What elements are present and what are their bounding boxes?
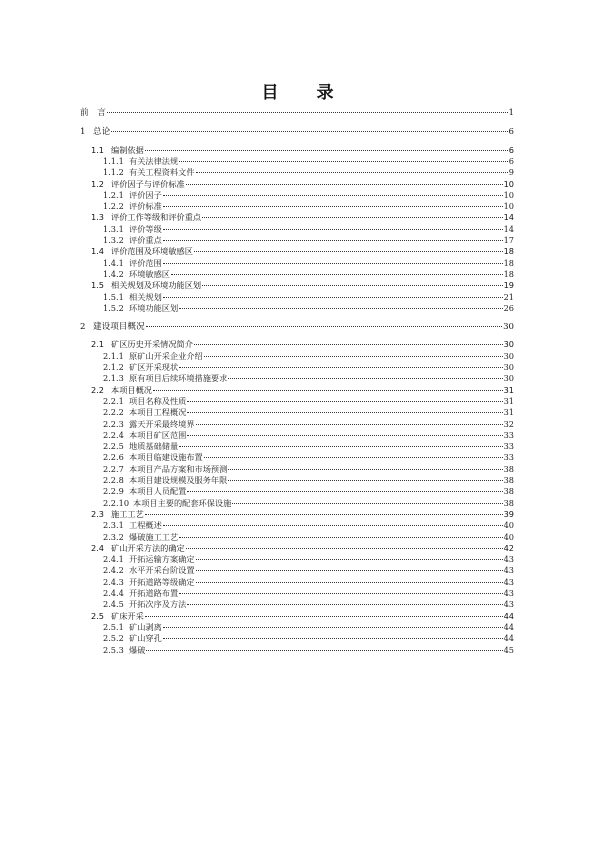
toc-entry-number: 1.5 <box>91 280 105 291</box>
toc-entry[interactable] <box>103 235 514 246</box>
toc-entry-number: 2.2 <box>91 384 105 395</box>
toc-entry-title: 环境敏感区 <box>129 268 170 279</box>
toc-entry-page: 10 <box>503 189 514 200</box>
dot-leader <box>202 285 503 286</box>
toc-entry-number: 2.2.3 <box>103 418 124 429</box>
toc-entry-number: 1.4 <box>91 246 105 257</box>
dot-leader <box>163 638 503 639</box>
dot-leader <box>186 548 503 549</box>
toc-entry-page: 14 <box>503 223 514 234</box>
dot-leader <box>163 627 503 628</box>
toc-entry-title: 本项目矿区范围 <box>129 429 187 440</box>
dot-leader <box>163 263 503 264</box>
toc-entry-title: 相关规划 <box>129 291 162 302</box>
toc-entry-page: 18 <box>503 257 514 268</box>
toc-entry-title: 本项目建设规模及服务年限 <box>129 475 228 485</box>
toc-entry-number: 2.3.2 <box>103 531 124 542</box>
toc-entry-page: 42 <box>503 542 514 553</box>
dot-leader <box>146 326 502 327</box>
toc-entry-number: 2.2.8 <box>103 475 124 485</box>
dot-leader <box>163 297 503 298</box>
toc-entry[interactable] <box>103 588 514 599</box>
dot-leader <box>163 195 503 196</box>
toc-entry-title: 相关规划及环境功能区划 <box>111 280 202 291</box>
toc-entry-page: 40 <box>503 520 514 531</box>
dot-leader <box>202 217 503 218</box>
toc-entry[interactable] <box>103 258 514 269</box>
toc-entry[interactable] <box>103 362 514 373</box>
toc-entry-title: 本项目产品方案和市场预测 <box>129 463 228 474</box>
toc-entry-page: 1 <box>508 108 514 118</box>
toc-entry-title: 总论 <box>93 127 111 138</box>
toc-entry[interactable] <box>103 475 514 486</box>
toc-entry-title: 矿床开采 <box>111 610 144 621</box>
toc-entry[interactable] <box>91 543 514 554</box>
toc-entry[interactable] <box>103 599 514 610</box>
toc-entry-number: 2.2.6 <box>103 452 124 463</box>
toc-entry[interactable] <box>91 145 514 156</box>
toc-entry-title: 爆破 <box>129 644 146 655</box>
toc-entry[interactable] <box>103 167 514 178</box>
toc-entry-page: 32 <box>503 418 514 429</box>
toc-entry-page: 38 <box>503 497 514 508</box>
dot-leader <box>111 131 507 132</box>
toc-entry-number: 2.1.2 <box>103 362 124 372</box>
toc-entry[interactable] <box>91 339 514 350</box>
toc-entry-page: 33 <box>503 452 514 463</box>
toc-entry-number: 2.5.2 <box>103 633 124 644</box>
toc-entry-page: 43 <box>503 588 514 598</box>
dot-leader <box>194 251 503 252</box>
toc-entry-number: 1 <box>80 127 86 138</box>
toc-entry-number: 2.4.5 <box>103 599 124 610</box>
toc-entry[interactable] <box>103 633 514 644</box>
toc-entry-number: 1.3.1 <box>103 223 124 234</box>
toc-entry-number: 2.4.1 <box>103 554 124 565</box>
dot-leader <box>187 401 502 402</box>
toc-entry-page: 43 <box>503 554 514 565</box>
toc-entry-number: 2.5 <box>91 610 105 621</box>
toc-entry-page: 6 <box>508 127 514 138</box>
toc-entry-page: 44 <box>503 610 514 621</box>
toc-entry[interactable] <box>80 108 514 119</box>
toc-entry[interactable] <box>103 554 514 565</box>
toc-entry-page: 26 <box>503 302 514 313</box>
dot-leader <box>228 469 502 470</box>
toc-entry-number: 2.2.7 <box>103 463 124 474</box>
toc-entry[interactable] <box>103 565 514 576</box>
toc-entry-page: 30 <box>503 339 514 350</box>
toc-entry-title: 评价标准 <box>129 201 162 212</box>
toc-entry[interactable] <box>103 351 514 362</box>
toc-entry-title: 露天开采最终境界 <box>129 418 195 429</box>
toc-entry[interactable] <box>103 396 514 407</box>
dot-leader <box>163 229 503 230</box>
toc-entry-title: 矿山开采方法的确定 <box>111 542 185 553</box>
dot-leader <box>196 582 503 583</box>
toc-title: 目 录 <box>261 83 350 103</box>
toc-entry-page: 21 <box>503 291 514 302</box>
toc-entry-title: 本项目工程概况 <box>129 407 187 418</box>
dot-leader <box>228 480 502 481</box>
toc-entry[interactable] <box>91 509 514 520</box>
dot-leader <box>145 150 508 151</box>
toc-entry-number: 2.1.3 <box>103 373 124 384</box>
toc-entry-title: 开拓次序及方法 <box>129 599 187 610</box>
toc-entry-title: 评价工作等级和评价重点 <box>111 212 202 223</box>
toc-entry-title: 开拓道路等级确定 <box>129 576 195 587</box>
toc-entry-page: 9 <box>508 167 514 178</box>
toc-entry-page: 38 <box>503 475 514 485</box>
dot-leader <box>145 616 503 617</box>
toc-entry[interactable] <box>103 441 514 452</box>
toc-entry[interactable] <box>103 645 514 656</box>
toc-entry-number: 2.3.1 <box>103 520 124 531</box>
toc-entry[interactable] <box>103 201 514 212</box>
toc-entry-page: 33 <box>503 429 514 440</box>
toc-entry-title: 矿区开采现状 <box>129 362 179 372</box>
dot-leader <box>187 604 502 605</box>
dot-leader <box>171 274 503 275</box>
toc-entry-number: 2.4 <box>91 542 105 553</box>
toc-entry-title: 原有项目后续环境措施要求 <box>129 373 228 384</box>
toc-entry[interactable] <box>103 224 514 235</box>
toc-entry[interactable] <box>103 269 514 280</box>
dot-leader <box>179 446 502 447</box>
dot-leader <box>194 344 503 345</box>
toc-entry-number: 2.4.3 <box>103 576 124 587</box>
dot-leader <box>163 240 503 241</box>
dot-leader <box>179 593 502 594</box>
toc-entry-title: 矿区历史开采情况简介 <box>111 339 193 350</box>
dot-leader <box>196 172 508 173</box>
toc-entry-number: 1.1.2 <box>103 167 124 178</box>
toc-entry-number: 2.2.10 <box>103 497 130 508</box>
toc-entry-title: 本项目概况 <box>111 384 152 395</box>
toc-entry[interactable] <box>103 520 514 531</box>
toc-entry[interactable] <box>103 498 514 509</box>
toc-entry[interactable] <box>103 577 514 588</box>
dot-leader <box>196 559 503 560</box>
toc-entry-title: 评价等级 <box>129 223 162 234</box>
toc-entry-page: 38 <box>503 486 514 497</box>
toc-entry-number: 1.2 <box>91 178 105 189</box>
toc-entry-title: 评价范围及环境敏感区 <box>111 246 193 257</box>
toc-entry-title: 有关法律法规 <box>129 155 179 166</box>
toc-entry-number: 2.2.2 <box>103 407 124 418</box>
toc-entry[interactable] <box>91 385 514 396</box>
toc-entry[interactable] <box>103 373 514 384</box>
toc-entry[interactable] <box>80 322 514 333</box>
toc-entry[interactable] <box>103 190 514 201</box>
toc-entry-title: 开拓道路布置 <box>129 588 179 598</box>
toc-entry-number: 2.2.4 <box>103 429 124 440</box>
toc-entry-page: 30 <box>503 373 514 384</box>
toc-entry-page: 31 <box>503 384 514 395</box>
toc-entry[interactable] <box>103 407 514 418</box>
toc-entry-number: 2.1.1 <box>103 350 124 361</box>
toc-entry-title: 评价因子 <box>129 189 162 200</box>
toc-entry-page: 17 <box>503 235 514 245</box>
dot-leader <box>196 570 503 571</box>
dot-leader <box>186 184 503 185</box>
toc-entry-title: 爆破施工工艺 <box>129 531 179 542</box>
toc-entry-page: 14 <box>503 212 514 223</box>
toc-entry-title: 矿山穿孔 <box>129 633 162 644</box>
toc-entry-title: 有关工程资料文件 <box>129 167 195 178</box>
toc-entry-page: 10 <box>503 201 514 212</box>
toc-entry-page: 43 <box>503 565 514 576</box>
toc-entry-page: 18 <box>503 246 514 257</box>
toc-entry-page: 19 <box>503 280 514 291</box>
toc-entry-title: 项目名称及性质 <box>129 395 187 406</box>
toc-entry[interactable] <box>103 452 514 463</box>
toc-entry-page: 31 <box>503 395 514 406</box>
toc-entry-number: 1.2.2 <box>103 201 124 212</box>
toc-entry-page: 10 <box>503 178 514 189</box>
toc-entry[interactable] <box>103 292 514 303</box>
dot-leader <box>145 514 503 515</box>
toc-entry-page: 6 <box>508 155 514 166</box>
toc-entry-page: 45 <box>503 644 514 655</box>
toc-entry-number: 2.5.1 <box>103 621 124 632</box>
toc-entry-title: 原矿山开采企业介绍 <box>129 350 203 361</box>
toc-entry-page: 38 <box>503 463 514 474</box>
toc-entry[interactable] <box>91 611 514 622</box>
toc-entry-number: 1.3 <box>91 212 105 223</box>
toc-entry-title: 水平开采台阶设置 <box>129 565 195 576</box>
toc-entry-number: 2.4.2 <box>103 565 124 576</box>
toc-entry[interactable] <box>103 303 514 314</box>
toc-entry-title: 开拓运输方案确定 <box>129 554 195 565</box>
dot-leader <box>179 537 502 538</box>
toc-entry-title: 矿山剥离 <box>129 621 162 632</box>
toc-entry[interactable] <box>91 179 514 190</box>
toc-entry-number: 2.2.1 <box>103 395 124 406</box>
toc-entry-page: 6 <box>508 144 514 155</box>
toc-entry-title: 本项目主要的配套环保设施 <box>133 497 232 508</box>
toc-entry-page: 44 <box>503 633 514 644</box>
toc-entry-number: 2 <box>80 322 86 333</box>
dot-leader <box>187 412 502 413</box>
dot-leader <box>204 457 503 458</box>
dot-leader <box>153 390 503 391</box>
toc-entry-title: 评价因子与评价标准 <box>111 178 185 189</box>
toc-entry[interactable] <box>80 127 514 138</box>
toc-entry-page: 33 <box>503 441 514 452</box>
dot-leader <box>163 525 503 526</box>
toc-entry-number: 2.2.9 <box>103 486 124 497</box>
dot-leader <box>107 112 508 113</box>
toc-entry[interactable] <box>103 464 514 475</box>
toc-entry-title: 编制依据 <box>111 144 144 155</box>
toc-entry-number: 1.4.1 <box>103 257 124 268</box>
toc-entry[interactable] <box>103 156 514 167</box>
toc-entry-number: 1.1.1 <box>103 155 124 166</box>
toc-entry-number: 1.2.1 <box>103 189 124 200</box>
toc-entry-page: 30 <box>503 362 514 372</box>
dot-leader <box>163 206 503 207</box>
toc-entry[interactable] <box>103 430 514 441</box>
dot-leader <box>146 650 502 651</box>
dot-leader <box>196 424 503 425</box>
toc-entry-number: 1.5.2 <box>103 302 124 313</box>
toc-entry-page: 43 <box>503 576 514 587</box>
toc-entry-title: 工程概述 <box>129 520 162 531</box>
dot-leader <box>179 161 508 162</box>
toc-entry-title: 评价范围 <box>129 257 162 268</box>
toc-entry[interactable] <box>103 532 514 543</box>
toc-entry-title: 施工工艺 <box>111 508 144 519</box>
toc-entry-page: 39 <box>503 508 514 519</box>
toc-entry-page: 31 <box>503 407 514 418</box>
toc-entry-page: 43 <box>503 599 514 610</box>
toc-entry-page: 30 <box>503 350 514 361</box>
toc-entry-page: 30 <box>503 322 514 333</box>
dot-leader <box>187 435 502 436</box>
toc-entry-number: 1.5.1 <box>103 291 124 302</box>
dot-leader <box>187 491 502 492</box>
toc-entry[interactable] <box>103 419 514 430</box>
toc-entry-page: 44 <box>503 621 514 632</box>
toc-entry[interactable] <box>91 280 514 291</box>
toc-entry[interactable] <box>91 246 514 257</box>
dot-leader <box>228 378 502 379</box>
toc-entry-number: 1.4.2 <box>103 268 124 279</box>
toc-entry-number: 1.3.2 <box>103 235 124 245</box>
dot-leader <box>232 503 502 504</box>
toc-entry-title: 评价重点 <box>129 235 162 245</box>
toc-entry-number: 1.1 <box>91 144 105 155</box>
toc-entry-title: 本项目临建设施布置 <box>129 452 203 463</box>
toc-entry-title: 环境功能区划 <box>129 302 179 313</box>
toc-entry-number: 2.3 <box>91 508 105 519</box>
toc-entry-number: 2.4.4 <box>103 588 124 598</box>
toc-entry-number: 2.2.5 <box>103 441 124 452</box>
toc-entry-title: 前 言 <box>80 108 106 118</box>
dot-leader <box>204 356 503 357</box>
toc-entry-title: 地质基础储量 <box>129 441 179 452</box>
toc-entry[interactable] <box>91 212 514 223</box>
toc-entry-number: 2.5.3 <box>103 644 124 655</box>
toc-entry-number: 2.1 <box>91 339 105 350</box>
toc-entry[interactable] <box>103 622 514 633</box>
dot-leader <box>179 308 502 309</box>
toc-entry[interactable] <box>103 486 514 497</box>
toc-entry-title: 建设项目概况 <box>93 322 145 333</box>
toc-entry-page: 40 <box>503 531 514 542</box>
toc-entry-page: 18 <box>503 268 514 279</box>
toc-entry-title: 本项目人员配置 <box>129 486 187 497</box>
dot-leader <box>179 367 502 368</box>
